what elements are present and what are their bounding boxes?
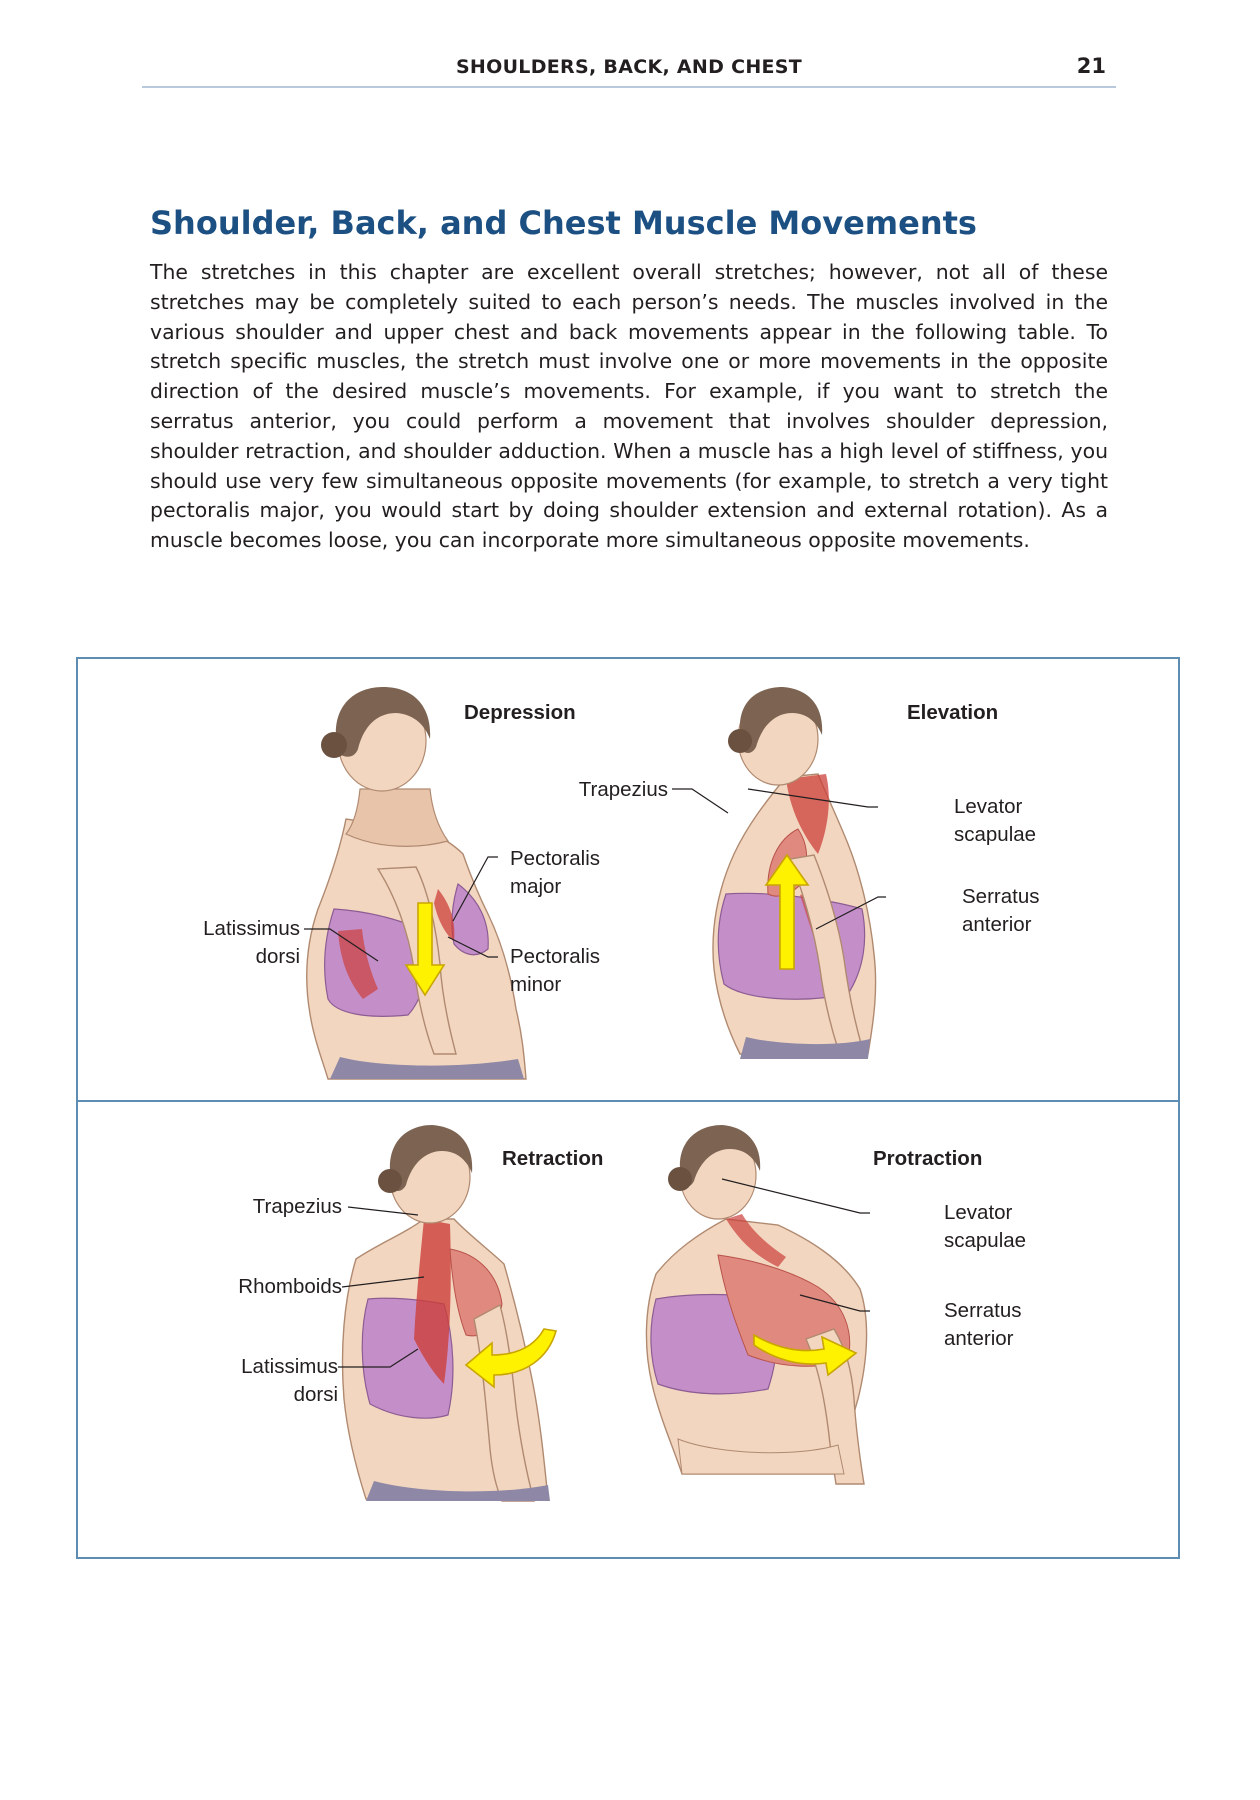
running-head-section: SHOULDERS, BACK, AND CHEST — [455, 56, 803, 78]
depression-cup — [452, 884, 488, 955]
dep-label-pec-minor-1: Pectoralis — [510, 945, 601, 968]
protraction-title: Protraction — [873, 1147, 983, 1170]
page-title: Shoulder, Back, and Chest Muscle Movements — [150, 204, 977, 242]
depression-illustration — [307, 687, 526, 1079]
body-paragraph: The stretches in this chapter are excellent overall stretches; however, not all of these stretches may be completely suited to each person’s needs. The muscles involved in the various shoulder and upper chest and back movements appear in the following table. To stretch specific muscles, the stretch must involve one or more movements in the opposite direction of the desired muscle’s movements. For example, if you want to stretch the serratus anterior, you could perform a movement that involves shoulder depression, shoulder retraction, and shoulder adduction. When a muscle has a high level of stiffness, you should use very few simultaneous opposite movements (for example, to stretch a very tight pectoralis major, you would start by doing shoulder extension and external rotation). As a muscle becomes loose, you can incorporate more simultaneous opposite movements. — [150, 260, 1108, 553]
elev-label-serratus-2: anterior — [962, 913, 1032, 936]
page-number: 21 — [1076, 54, 1106, 78]
prot-label-serratus-1: Serratus — [944, 1299, 1022, 1322]
ret-label-latissimus-1: Latissimus — [241, 1355, 338, 1378]
dep-label-latissimus-2: dorsi — [255, 945, 300, 968]
retraction-title: Retraction — [502, 1147, 604, 1170]
retraction-illustration — [343, 1125, 557, 1501]
protraction-bun — [668, 1167, 692, 1191]
dep-label-pec-major-1: Pectoralis — [510, 847, 601, 870]
ret-label-trapezius: Trapezius — [252, 1195, 342, 1218]
elevation-bun — [728, 729, 752, 753]
dep-label-latissimus-1: Latissimus — [203, 917, 300, 940]
elev-label-serratus-1: Serratus — [962, 885, 1040, 908]
running-head — [142, 52, 1116, 88]
depression-title: Depression — [464, 701, 576, 724]
ret-label-latissimus-2: dorsi — [293, 1383, 338, 1406]
depression-bun — [321, 732, 347, 758]
elev-label-trapezius: Trapezius — [578, 778, 668, 801]
ret-label-rhomboids: Rhomboids — [238, 1275, 342, 1298]
elev-label-levator-1: Levator — [954, 795, 1023, 818]
leader-elev-trapezius — [672, 789, 728, 813]
depression-neck — [346, 789, 448, 846]
muscle-movements-figure — [76, 657, 1180, 1559]
prot-label-serratus-2: anterior — [944, 1327, 1014, 1350]
prot-label-levator-2: scapulae — [944, 1229, 1027, 1252]
retraction-bun — [378, 1169, 402, 1193]
prot-label-levator-1: Levator — [944, 1201, 1013, 1224]
elev-label-levator-2: scapulae — [954, 823, 1037, 846]
elevation-title: Elevation — [907, 701, 999, 724]
dep-label-pec-minor-2: minor — [510, 973, 562, 996]
dep-label-pec-major-2: major — [510, 875, 562, 898]
elevation-illustration — [713, 687, 876, 1059]
